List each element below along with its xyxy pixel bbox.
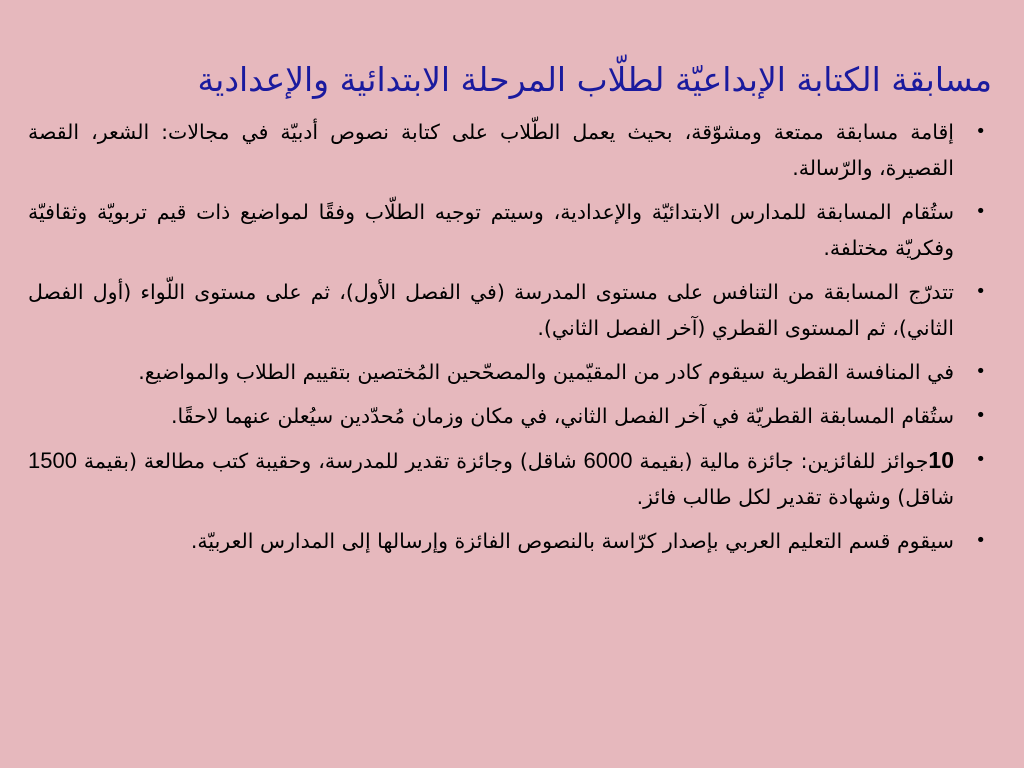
bullet-text: [28, 449, 954, 509]
bullet-item: [26, 194, 998, 266]
bullet-text: إقامة مسابقة ممتعة ومشوّقة، بحيث يعمل الطّلاب على كتابة نصوص أدبيّة في مجالات: الشعر، القصة القصيرة، والرّسالة.: [28, 120, 954, 180]
bullet-item: [26, 442, 998, 515]
bullet-text: في المنافسة القطرية سيقوم كادر من المقيّمين والمصحّحين المُختصين بتقييم الطلاب والمواضيع.: [138, 360, 954, 384]
bullet-dot-icon: •: [975, 281, 986, 302]
bullet-dot-icon: •: [975, 201, 986, 222]
bullet-dot-icon: •: [975, 361, 986, 382]
bullet-text: تتدرّج المسابقة من التنافس على مستوى المدرسة (في الفصل الأول)، ثم على مستوى اللّواء (أول الفصل الثاني)، ثم المستوى القطري (آخر الفصل الثاني).: [28, 280, 954, 340]
bullet-dot-icon: •: [975, 121, 986, 142]
bullet-list: [26, 114, 998, 559]
bullet-dot-icon: •: [975, 530, 986, 551]
bullet-text: ستُقام المسابقة القطريّة في آخر الفصل الثاني، في مكان وزمان مُحدّدين سيُعلن عنهما لاحقًا.: [171, 404, 954, 428]
cash-prize-amount: 6000: [583, 448, 633, 473]
bullet-text-part: شاقل) وشهادة تقدير لكل طالب فائز.: [636, 485, 954, 509]
bullet-dot-icon: •: [975, 405, 986, 426]
bullet-text-part: شاقل) وجائزة تقدير للمدرسة، وحقيبة كتب مطالعة (بقيمة: [76, 449, 584, 473]
bullet-text: سيقوم قسم التعليم العربي بإصدار كرّاسة بالنصوص الفائزة وإرسالها إلى المدارس العربيّة.: [190, 529, 954, 553]
bullet-text: ستُقام المسابقة للمدارس الابتدائيّة والإعدادية، وسيتم توجيه الطلّاب وفقًا لمواضيع ذات قيم تربويّة وثقافيّة وفكريّة مختلفة.: [28, 200, 954, 260]
bullet-dot-icon: •: [975, 449, 986, 470]
bullet-item: [26, 523, 998, 559]
bullet-item: [26, 398, 998, 434]
slide-title: مسابقة الكتابة الإبداعيّة لطلّاب المرحلة الابتدائية والإعدادية: [197, 60, 992, 99]
bullet-text-part: جوائز للفائزين: جائزة مالية (بقيمة: [632, 449, 929, 473]
bullet-item: [26, 114, 998, 186]
book-bag-value: 1500: [28, 448, 77, 473]
bullet-item: [26, 354, 998, 390]
bullet-item: [26, 274, 998, 346]
prize-count: 10: [928, 447, 954, 473]
